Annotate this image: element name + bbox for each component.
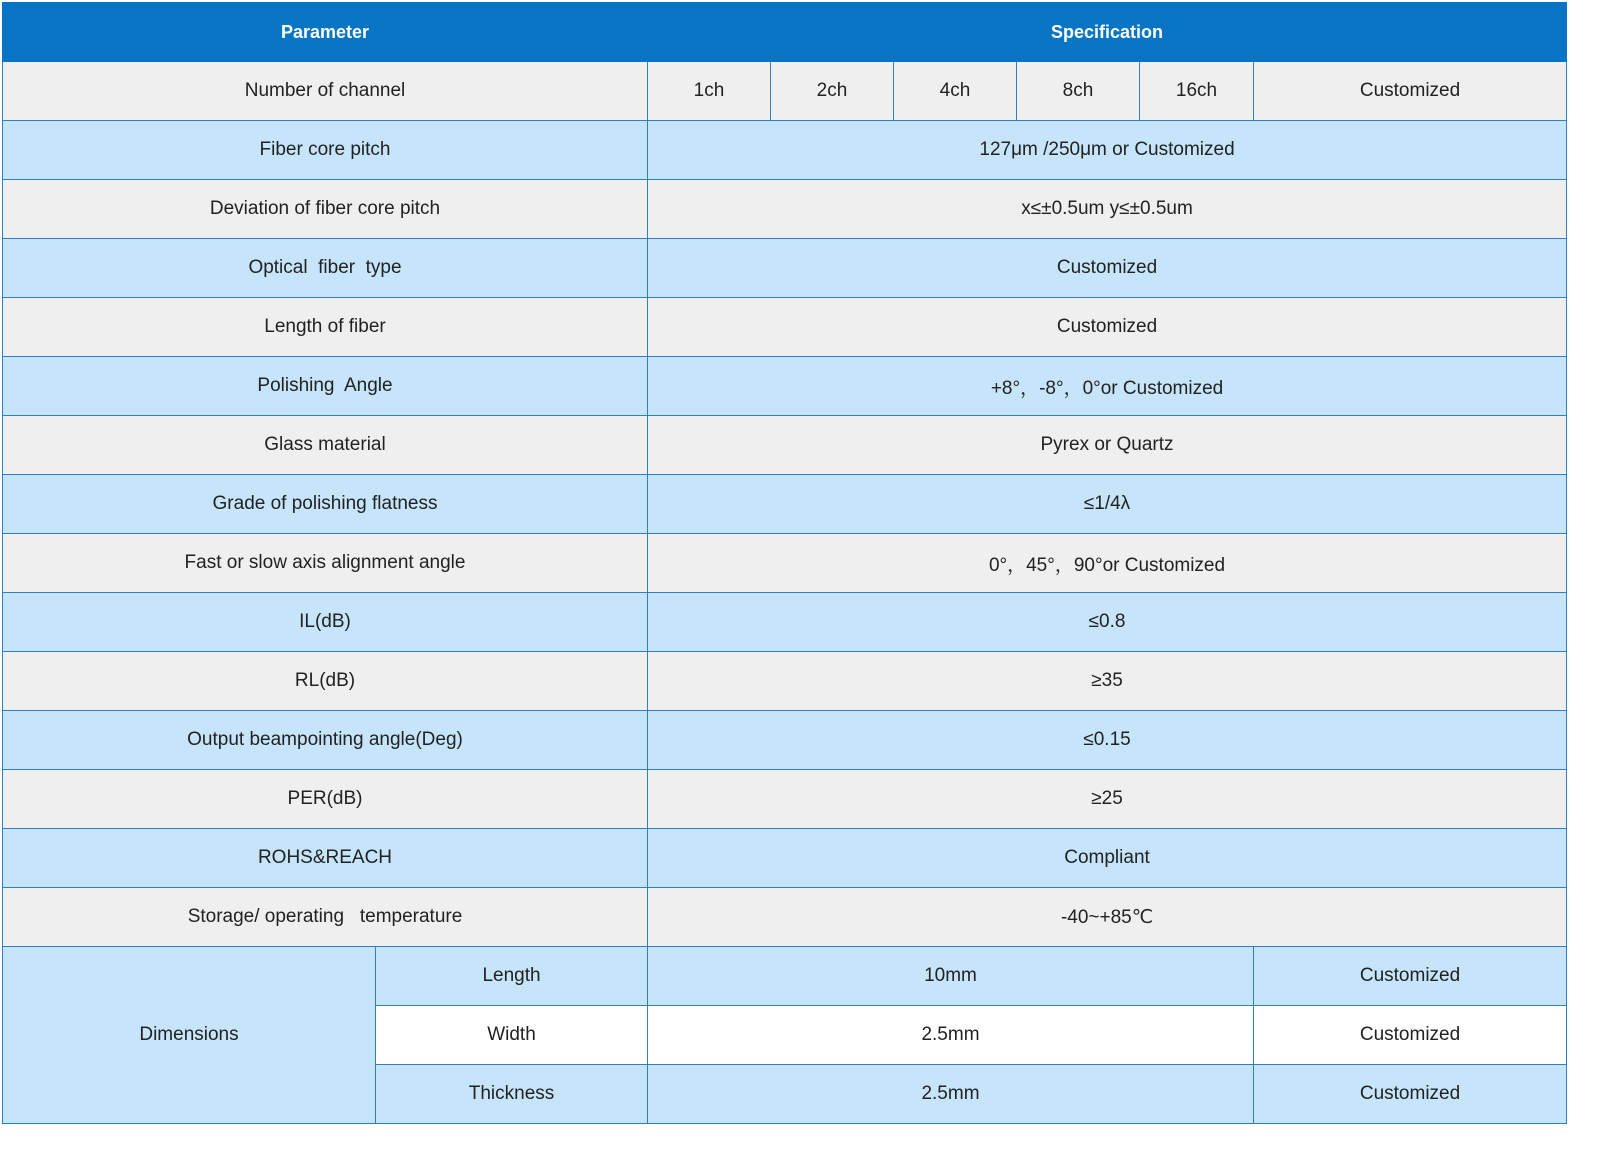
spec-cell: Customized bbox=[648, 239, 1567, 298]
header-specification: Specification bbox=[648, 3, 1567, 62]
channel-row bbox=[3, 62, 1567, 121]
dimension-option: Customized bbox=[1254, 1065, 1567, 1124]
param-cell: Glass material bbox=[3, 416, 648, 475]
table-row bbox=[3, 475, 1567, 534]
table-row bbox=[3, 888, 1567, 947]
param-cell: Polishing Angle bbox=[3, 357, 648, 416]
param-cell: Deviation of fiber core pitch bbox=[3, 180, 648, 239]
channel-option: 16ch bbox=[1140, 62, 1254, 121]
table-row bbox=[3, 770, 1567, 829]
channel-option: 8ch bbox=[1017, 62, 1140, 121]
param-cell: Fiber core pitch bbox=[3, 121, 648, 180]
param-cell: Fast or slow axis alignment angle bbox=[3, 534, 648, 593]
channel-option: 4ch bbox=[894, 62, 1017, 121]
param-cell: Storage/ operating temperature bbox=[3, 888, 648, 947]
table-row bbox=[3, 829, 1567, 888]
table-row bbox=[3, 239, 1567, 298]
channel-label: Number of channel bbox=[3, 62, 648, 121]
param-cell: PER(dB) bbox=[3, 770, 648, 829]
spec-cell: Customized bbox=[648, 298, 1567, 357]
dimension-row bbox=[3, 947, 1567, 1006]
dimensions-label: Dimensions bbox=[3, 947, 376, 1124]
channel-option: 1ch bbox=[648, 62, 771, 121]
table-row bbox=[3, 416, 1567, 475]
table-row bbox=[3, 121, 1567, 180]
param-cell: IL(dB) bbox=[3, 593, 648, 652]
dimension-name: Width bbox=[376, 1006, 648, 1065]
spec-cell: 127μm /250μm or Customized bbox=[648, 121, 1567, 180]
spec-cell: ≤0.15 bbox=[648, 711, 1567, 770]
spec-cell: ≥25 bbox=[648, 770, 1567, 829]
table-row bbox=[3, 298, 1567, 357]
spec-cell: ≤0.8 bbox=[648, 593, 1567, 652]
table-row bbox=[3, 534, 1567, 593]
table-row bbox=[3, 180, 1567, 239]
dimension-option: Customized bbox=[1254, 1006, 1567, 1065]
dimension-value: 10mm bbox=[648, 947, 1254, 1006]
table-row bbox=[3, 593, 1567, 652]
table-row bbox=[3, 652, 1567, 711]
spec-cell: Compliant bbox=[648, 829, 1567, 888]
channel-option: Customized bbox=[1254, 62, 1567, 121]
header-parameter: Parameter bbox=[3, 3, 648, 62]
dimension-value: 2.5mm bbox=[648, 1006, 1254, 1065]
spec-cell: +8°，-8°，0°or Customized bbox=[648, 357, 1567, 416]
param-cell: RL(dB) bbox=[3, 652, 648, 711]
dimension-value: 2.5mm bbox=[648, 1065, 1254, 1124]
spec-cell: Pyrex or Quartz bbox=[648, 416, 1567, 475]
dimension-name: Length bbox=[376, 947, 648, 1006]
spec-cell: ≤1/4λ bbox=[648, 475, 1567, 534]
spec-cell: -40~+85℃ bbox=[648, 888, 1567, 947]
table-row bbox=[3, 711, 1567, 770]
channel-option: 2ch bbox=[771, 62, 894, 121]
param-cell: ROHS&REACH bbox=[3, 829, 648, 888]
spec-cell: x≤±0.5um y≤±0.5um bbox=[648, 180, 1567, 239]
spec-cell: 0°，45°，90°or Customized bbox=[648, 534, 1567, 593]
dimension-name: Thickness bbox=[376, 1065, 648, 1124]
table-row bbox=[3, 357, 1567, 416]
header-row bbox=[3, 3, 1567, 62]
spec-cell: ≥35 bbox=[648, 652, 1567, 711]
dimension-option: Customized bbox=[1254, 947, 1567, 1006]
specification-table bbox=[2, 2, 1567, 1124]
param-cell: Length of fiber bbox=[3, 298, 648, 357]
param-cell: Grade of polishing flatness bbox=[3, 475, 648, 534]
param-cell: Optical fiber type bbox=[3, 239, 648, 298]
param-cell: Output beampointing angle(Deg) bbox=[3, 711, 648, 770]
